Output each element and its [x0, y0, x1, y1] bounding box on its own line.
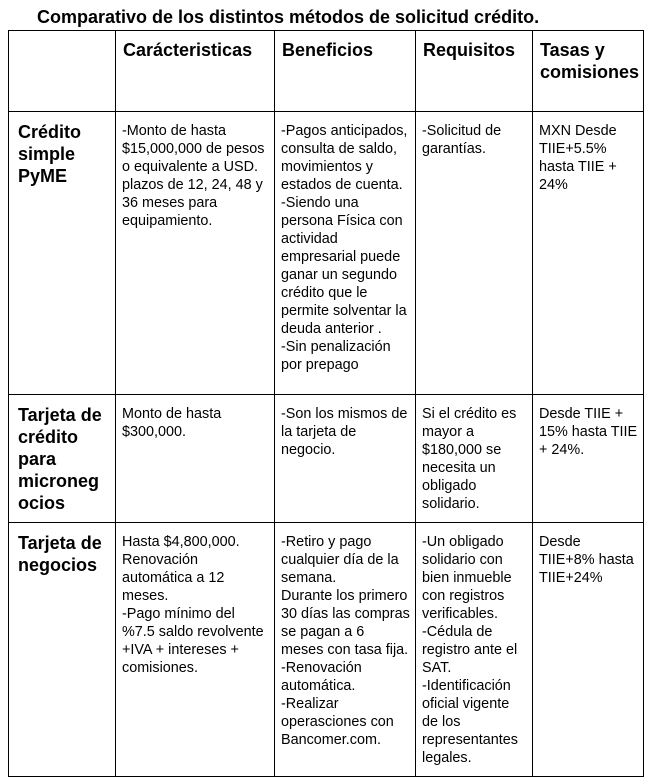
header-requisitos: Requisitos: [416, 31, 533, 112]
cell-beneficios: -Son los mismos de la tarjeta de negocio.: [275, 395, 416, 523]
row-name-credito-simple: Crédito simple PyME: [9, 112, 116, 395]
row-name-tarjeta-microneg: Tarjeta de crédito para microneg ocios: [9, 395, 116, 523]
table-row: [9, 523, 644, 777]
cell-caracteristicas: Monto de hasta $300,000.: [116, 395, 275, 523]
row-name-tarjeta-negocios: Tarjeta de negocios: [9, 523, 116, 777]
cell-tasas: MXN Desde TIIE+5.5% hasta TIIE + 24%: [533, 112, 644, 395]
comparison-table: [8, 30, 644, 777]
header-row: [9, 31, 644, 112]
cell-beneficios: -Pagos anticipados, consulta de saldo, movimientos y estados de cuenta. -Siendo una persona Física con actividad empresarial puede ganar un segundo crédito que le permite solventar la deuda anterior . -Sin penalización por prepago: [275, 112, 416, 395]
header-caracteristicas: Carácteristicas: [116, 31, 275, 112]
cell-caracteristicas: -Monto de hasta $15,000,000 de pesos o equivalente a USD. plazos de 12, 24, 48 y 36 meses para equipamiento.: [116, 112, 275, 395]
table-row: [9, 395, 644, 523]
document-title: Comparativo de los distintos métodos de solicitud crédito.: [37, 7, 540, 27]
cell-requisitos: -Un obligado solidario con bien inmueble con registros verificables. -Cédula de registro ante el SAT. -Identificación oficial vigente de los representantes legales.: [416, 523, 533, 777]
cell-tasas: Desde TIIE+8% hasta TIIE+24%: [533, 523, 644, 777]
cell-requisitos: Si el crédito es mayor a $180,000 se necesita un obligado solidario.: [416, 395, 533, 523]
cell-caracteristicas: Hasta $4,800,000. Renovación automática a 12 meses. -Pago mínimo del %7.5 saldo revolvente +IVA + intereses + comisiones.: [116, 523, 275, 777]
header-empty: [9, 31, 116, 112]
cell-tasas: Desde TIIE + 15% hasta TIIE + 24%.: [533, 395, 644, 523]
cell-requisitos: -Solicitud de garantías.: [416, 112, 533, 395]
cell-beneficios: -Retiro y pago cualquier día de la semana. Durante los primero 30 días las compras se pagan a 6 meses con tasa fija. -Renovación automática. -Realizar operasciones con Bancomer.com.: [275, 523, 416, 777]
table-row: [9, 112, 644, 395]
header-tasas: Tasas y comisiones: [533, 31, 644, 112]
header-beneficios: Beneficios: [275, 31, 416, 112]
